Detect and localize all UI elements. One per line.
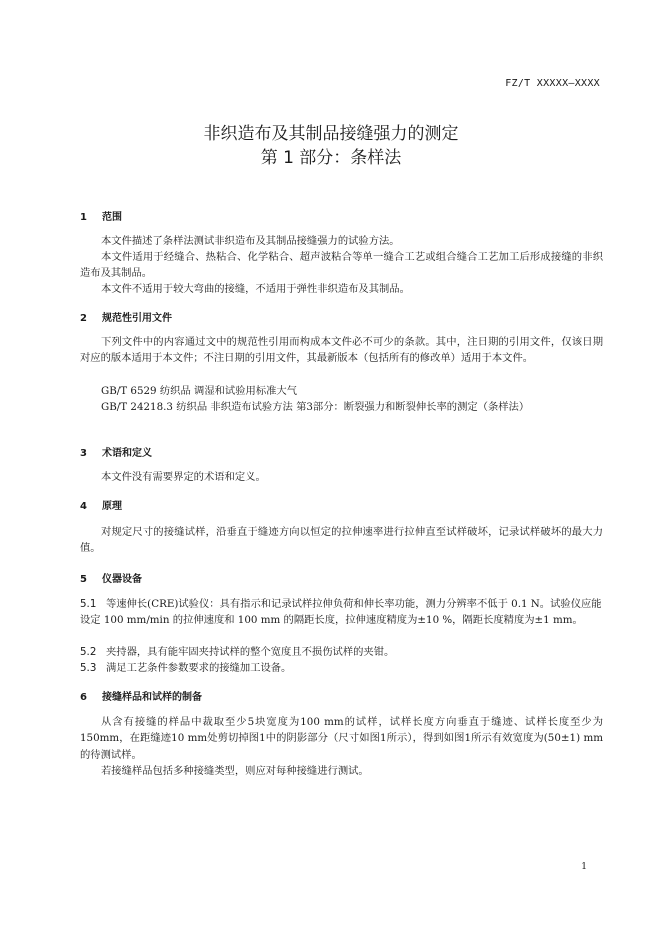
section-title: 规范性引用文件 xyxy=(102,313,172,324)
paragraph: 本文件适用于经缝合、热粘合、化学粘合、超声波粘合等单一缝合工艺或组合缝合工艺加工后形成接缝的非织造布及其制品。 xyxy=(80,251,603,280)
section-number: 4 xyxy=(80,501,87,512)
section-title: 接缝样品和试样的制备 xyxy=(102,692,202,703)
page-number: 1 xyxy=(581,862,587,872)
section-heading-sample-preparation xyxy=(80,688,202,703)
reference-item: GB/T 24218.3 纺织品 非织造布试验方法 第3部分：断裂强力和断裂伸长率的测定（条样法） xyxy=(101,401,530,413)
item-text: 等速伸长(CRE)试验仪：具有指示和记录试样拉伸负荷和伸长率功能，测力分辨率不低于 0.1 N。试验仪应能设定 100 mm/min 的拉伸速度和 100 mm 的隔距长度，拉伸速度精度为±10 %，隔距长度精度为±1 mm。 xyxy=(80,598,602,627)
apparatus-item xyxy=(80,596,603,629)
section-title: 仪器设备 xyxy=(102,574,142,585)
item-number: 5.3 xyxy=(80,662,97,674)
paragraph: 对规定尺寸的接缝试样，沿垂直于缝迹方向以恒定的拉伸速率进行拉伸直至试样破坏，记录试样破坏的最大力值。 xyxy=(80,526,603,555)
section-number: 2 xyxy=(80,313,87,324)
item-number: 5.2 xyxy=(80,646,97,658)
section-number: 6 xyxy=(80,692,87,703)
paragraph: 本文件没有需要界定的术语和定义。 xyxy=(101,471,266,483)
document-subtitle: 第 1 部分：条样法 xyxy=(260,148,402,168)
section-heading-normative-references xyxy=(80,309,172,324)
reference-item: GB/T 6529 纺织品 调湿和试验用标准大气 xyxy=(101,385,298,397)
item-text: 满足工艺条件参数要求的接缝加工设备。 xyxy=(106,662,292,674)
section-number: 1 xyxy=(80,212,87,223)
paragraph: 本文件描述了条样法测试非织造布及其制品接缝强力的试验方法。 xyxy=(101,235,400,247)
document-id: FZ/T XXXXX—XXXX xyxy=(505,78,600,89)
section-title: 术语和定义 xyxy=(102,448,152,459)
section-heading-terms xyxy=(80,444,152,459)
section-heading-apparatus xyxy=(80,570,142,585)
section-title: 范围 xyxy=(102,212,122,223)
section-heading-scope xyxy=(80,208,122,223)
apparatus-item xyxy=(80,644,603,660)
paragraph: 下列文件中的内容通过文中的规范性引用而构成本文件必不可少的条款。其中，注日期的引用文件，仅该日期对应的版本适用于本文件；不注日期的引用文件，其最新版本（包括所有的修改单）适用于本文件。 xyxy=(80,336,603,365)
section-heading-principle xyxy=(80,497,122,512)
title-block xyxy=(0,122,662,170)
item-number: 5.1 xyxy=(80,598,97,610)
paragraph: 本文件不适用于较大弯曲的接缝，不适用于弹性非织造布及其制品。 xyxy=(101,283,410,295)
paragraph: 从含有接缝的样品中裁取至少5块宽度为100 mm的试样，试样长度方向垂直于缝迹、试样长度至少为150mm，在距缝迹10 mm处剪切掉图1中的阴影部分（尺寸如图1所示），得到如图1所示有效宽度为(50±1) mm的待测试样。 xyxy=(80,716,603,761)
section-title: 原理 xyxy=(102,501,122,512)
document-title: 非织造布及其制品接缝强力的测定 xyxy=(203,124,459,144)
section-number: 5 xyxy=(80,574,87,585)
section-number: 3 xyxy=(80,448,87,459)
item-text: 夹持器，具有能牢固夹持试样的整个宽度且不损伤试样的夹钳。 xyxy=(106,646,395,658)
apparatus-item xyxy=(80,660,603,676)
paragraph: 若接缝样品包括多种接缝类型，则应对每种接缝进行测试。 xyxy=(101,765,369,777)
